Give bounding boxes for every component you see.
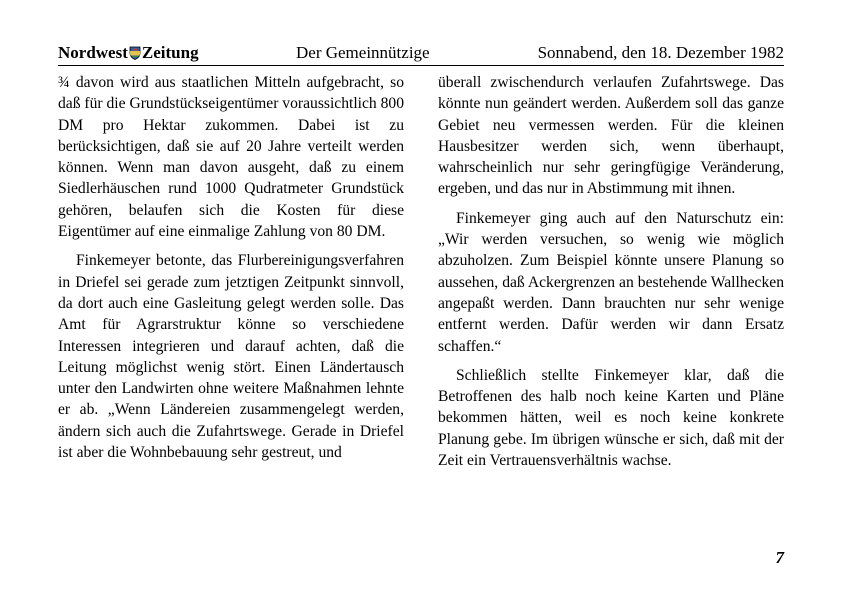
page-header (58, 42, 784, 66)
paragraph: Finkemeyer ging auch auf den Naturschutz ein: „Wir werden versuchen, so wenig wie möglich abzuholzen. Zum Beispiel könnte unsere Planung so aussehen, daß Ackergrenzen an bestehende Wallhecken angepaßt werden. Dann brauchten nur sehr wenige entfernt werden. Dafür werden wir dann Ersatz schaffen.“ (438, 209, 784, 355)
page-number: 7 (775, 548, 784, 567)
paragraph: überall zwischendurch verlaufen Zufahrtswege. Das könnte nun geändert werden. Außerdem soll das ganze Gebiet neu vermessen werden. Für die kleinen Hausbesitzer werden sich, wenn überhaupt, wahrscheinlich nur sehr geringfügige Veränderung, ergeben, und das nur in Abstimmung mit ihnen. (438, 74, 784, 198)
newspaper-name-part1: Nordwest (58, 43, 128, 62)
header-rule (58, 65, 784, 66)
newspaper-name (58, 42, 199, 64)
coat-of-arms-icon (129, 46, 141, 60)
newspaper-name-part2: Zeitung (141, 43, 199, 62)
article-column-left (58, 72, 404, 471)
issue-date: Sonnabend, den 18. Dezember 1982 (537, 43, 784, 62)
section-title: Der Gemeinnützige (296, 43, 430, 62)
paragraph: ¾ davon wird aus staatlichen Mitteln aufgebracht, so daß für die Grundstückseigentümer voraussichtlich 800 DM pro Hektar zukommen. Dabei ist zu berücksichtigen, daß sie auf 20 Jahre verteilt werden können. Wenn man davon ausgeht, daß zu einem Siedlerhäuschen rund 1000 Qudratmeter Grundstück gehören, belaufen sich die Kosten für diese Eigentümer auf eine einmalige Zahlung von 80 DM. (58, 74, 405, 241)
paragraph: Finkemeyer betonte, das Flurbereinigungsverfahren in Driefel sei gerade zum jetztigen Zeitpunkt sinnvoll, da dort auch eine Gasleitung gelegt werden solle. Das Amt für Agrarstruktur könne so verschiedene Interessen integrieren und darauf achten, daß die Leitung möglichst wenig stört. Einen Ländertausch unter den Landwirten ohne weitere Maßnahmen lehnte er ab. „Wenn Ländereien zusammengelegt werden, ändern sich auch die Zufahrtswege. Gerade in Driefel ist aber die Wohnbebauung sehr gestreut, und (58, 252, 404, 462)
article-column-right (438, 72, 784, 479)
paragraph: Schließlich stellte Finkemeyer klar, daß die Betroffenen des halb noch keine Karten und Pläne bekommen hätten, weil es noch keine konkrete Planung gebe. Im übrigen wünsche er sich, daß mit der Zeit ein Vertrauensverhältnis wachse. (438, 366, 784, 470)
